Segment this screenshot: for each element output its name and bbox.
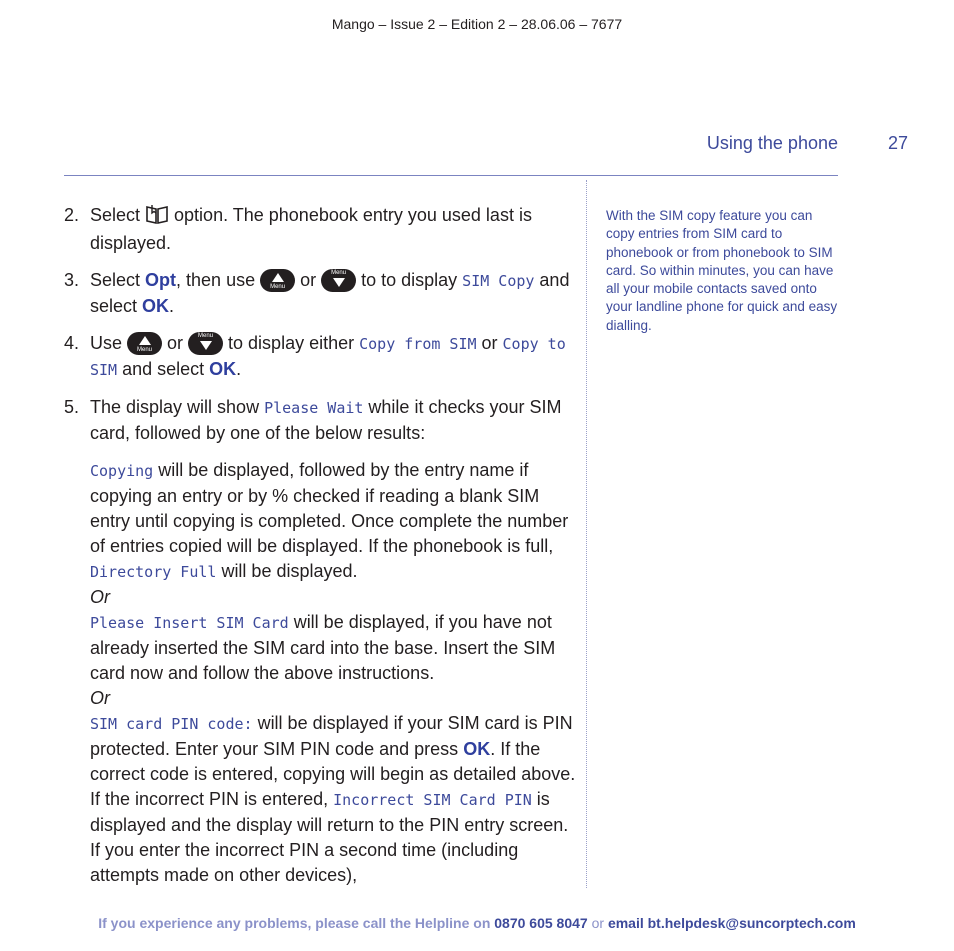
up-menu-key-icon: Menu bbox=[127, 332, 162, 355]
step-5: 5. The display will show Please Wait while it checks your SIM card, followed by one of the below results: bbox=[64, 397, 562, 443]
section-title: Using the phone bbox=[706, 133, 838, 153]
helpdesk-email: email bt.helpdesk@suncorptech.com bbox=[607, 915, 856, 931]
display-text: Copy to SIM bbox=[90, 335, 566, 379]
display-text: Copy from SIM bbox=[359, 335, 477, 353]
step-number: 2. bbox=[64, 205, 80, 225]
instructions-column bbox=[64, 203, 576, 888]
display-text: SIM Copy bbox=[462, 272, 535, 290]
page-number: 27 bbox=[887, 133, 908, 153]
step-3: 3. Select Opt, then use Menu or Menu to to display SIM Copy and select OK. bbox=[64, 270, 570, 316]
or-separator: Or bbox=[90, 688, 110, 708]
results-block bbox=[64, 458, 576, 888]
result-pin-code: SIM card PIN code: will be displayed if your SIM card is PIN protected. Enter your SIM PIN code and press OK. If the correct code is entered, copying will begin as detailed above. If the incorrect PIN is entered, Incorrect SIM Card PIN is displayed and the display will return to the PIN entry screen. If you enter the incorrect PIN a second time (including attempts made on other devices), bbox=[90, 713, 576, 885]
ok-softkey-label: OK bbox=[142, 296, 170, 316]
opt-softkey-label: Opt bbox=[145, 270, 177, 290]
display-text: Incorrect SIM Card PIN bbox=[333, 791, 532, 809]
result-copying: Copying will be displayed, followed by the entry name if copying an entry or by % checked if reading a blank SIM entry until copying is completed. Once complete the number of entries copied will be displayed. If the phonebook is full, Directory Full will be displayed. bbox=[90, 460, 569, 581]
or-separator: Or bbox=[90, 587, 110, 607]
step-2: 2. Select option. The phonebook entry you used last is displayed. bbox=[64, 205, 532, 253]
display-text: Please Insert SIM Card bbox=[90, 614, 289, 632]
step-number: 3. bbox=[64, 270, 80, 290]
ok-softkey-label: OK bbox=[463, 739, 491, 759]
document-meta-line: Mango – Issue 2 – Edition 2 – 28.06.06 – 7677 bbox=[331, 16, 623, 32]
step-number: 5. bbox=[64, 397, 80, 417]
display-text: Please Wait bbox=[264, 399, 364, 417]
display-text: SIM card PIN code: bbox=[90, 715, 253, 733]
result-insert-sim: Please Insert SIM Card will be displayed, if you have not already inserted the SIM card into the base. Insert the SIM card now and follow the above instructions. bbox=[90, 612, 556, 683]
phonebook-icon bbox=[145, 204, 169, 231]
sidebar-note: With the SIM copy feature you can copy entries from SIM card to phonebook or from phonebook to SIM card. So within minutes, you can have all your mobile contacts saved onto your landline phone for quick and easy dialling. bbox=[606, 208, 838, 333]
down-menu-key-icon: Menu bbox=[188, 332, 223, 355]
up-menu-key-icon: Menu bbox=[260, 269, 295, 292]
helpline-phone: 0870 605 8047 bbox=[494, 915, 588, 931]
header-rule bbox=[64, 175, 838, 176]
display-text: Copying bbox=[90, 462, 154, 480]
ok-softkey-label: OK bbox=[209, 359, 237, 379]
column-divider bbox=[586, 180, 587, 888]
step-number: 4. bbox=[64, 333, 80, 353]
display-text: Directory Full bbox=[90, 563, 217, 581]
footer-helpline: If you experience any problems, please call the Helpline on 0870 605 8047 or email bt.helpdesk@suncorptech.com bbox=[98, 915, 856, 931]
step-4: 4. Use Menu or Menu to display either Copy from SIM or Copy to SIM and select OK. bbox=[64, 333, 566, 379]
down-menu-key-icon: Menu bbox=[321, 269, 356, 292]
